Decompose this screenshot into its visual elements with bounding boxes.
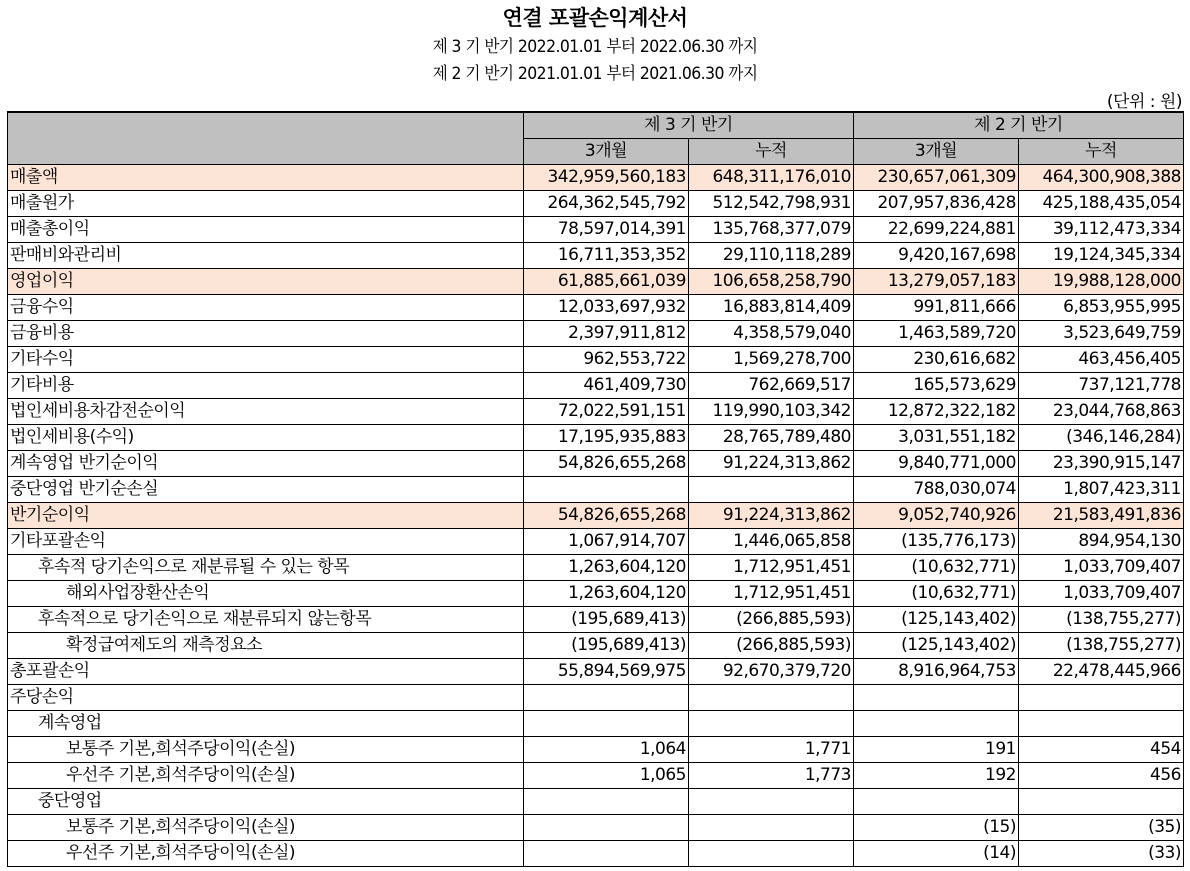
row-value: (195,689,413) (524, 633, 689, 659)
header-current-cumulative: 누적 (689, 139, 854, 165)
row-label: 해외사업장환산손익 (8, 581, 524, 607)
row-value: (125,143,402) (854, 607, 1019, 633)
table-row (8, 399, 1184, 425)
table-row (8, 425, 1184, 451)
row-value: 207,957,836,428 (854, 191, 1019, 217)
row-value: (266,885,593) (689, 607, 854, 633)
row-value: 454 (1019, 737, 1184, 763)
table-row (8, 659, 1184, 685)
row-value: 230,657,061,309 (854, 165, 1019, 191)
row-value: (266,885,593) (689, 633, 854, 659)
row-value: 512,542,798,931 (689, 191, 854, 217)
row-label: 매출원가 (8, 191, 524, 217)
table-row (8, 685, 1184, 711)
row-value: 991,811,666 (854, 295, 1019, 321)
row-value: 28,765,789,480 (689, 425, 854, 451)
table-row (8, 347, 1184, 373)
row-value: 1,064 (524, 737, 689, 763)
row-value: (10,632,771) (854, 581, 1019, 607)
row-label: 금융수익 (8, 295, 524, 321)
row-label: 계속영업 (8, 711, 524, 737)
row-value: 1,807,423,311 (1019, 477, 1184, 503)
row-value: 264,362,545,792 (524, 191, 689, 217)
row-value: 1,712,951,451 (689, 581, 854, 607)
row-value: 21,583,491,836 (1019, 503, 1184, 529)
row-value: 9,052,740,926 (854, 503, 1019, 529)
row-value: 762,669,517 (689, 373, 854, 399)
table-row (8, 165, 1184, 191)
row-value (689, 711, 854, 737)
table-row (8, 321, 1184, 347)
row-value: 54,826,655,268 (524, 451, 689, 477)
row-value: 461,409,730 (524, 373, 689, 399)
table-row (8, 503, 1184, 529)
row-value: (346,146,284) (1019, 425, 1184, 451)
row-value: (138,755,277) (1019, 633, 1184, 659)
row-label: 금융비용 (8, 321, 524, 347)
row-label: 기타비용 (8, 373, 524, 399)
row-value: 54,826,655,268 (524, 503, 689, 529)
table-row (8, 711, 1184, 737)
row-value: 342,959,560,183 (524, 165, 689, 191)
row-value: 22,699,224,881 (854, 217, 1019, 243)
row-value: 6,853,955,995 (1019, 295, 1184, 321)
header-group-current: 제 3 기 반기 (524, 112, 854, 139)
table-row (8, 217, 1184, 243)
row-label: 총포괄손익 (8, 659, 524, 685)
row-label: 보통주 기본,희석주당이익(손실) (8, 737, 524, 763)
row-value: 12,872,322,182 (854, 399, 1019, 425)
row-value (689, 685, 854, 711)
row-value (524, 711, 689, 737)
table-row (8, 737, 1184, 763)
row-value: 165,573,629 (854, 373, 1019, 399)
row-value: 456 (1019, 763, 1184, 789)
row-value: 19,988,128,000 (1019, 269, 1184, 295)
row-label: 우선주 기본,희석주당이익(손실) (8, 763, 524, 789)
row-value (1019, 711, 1184, 737)
row-value: 23,044,768,863 (1019, 399, 1184, 425)
header-prior-3m: 3개월 (854, 139, 1019, 165)
row-value: 1,067,914,707 (524, 529, 689, 555)
row-value (689, 789, 854, 815)
row-value (854, 685, 1019, 711)
unit-label: (단위 : 원) (1106, 92, 1182, 112)
row-value: 17,195,935,883 (524, 425, 689, 451)
row-value: 13,279,057,183 (854, 269, 1019, 295)
row-label: 주당손익 (8, 685, 524, 711)
row-label: 후속적 당기손익으로 재분류될 수 있는 항목 (8, 555, 524, 581)
row-value (524, 477, 689, 503)
table-row (8, 555, 1184, 581)
row-value: 9,420,167,698 (854, 243, 1019, 269)
row-value (1019, 685, 1184, 711)
table-row (8, 633, 1184, 659)
row-value: 3,523,649,759 (1019, 321, 1184, 347)
table-row (8, 815, 1184, 841)
row-label: 기타포괄손익 (8, 529, 524, 555)
row-value: 2,397,911,812 (524, 321, 689, 347)
row-label: 기타수익 (8, 347, 524, 373)
row-value (524, 815, 689, 841)
row-value: 962,553,722 (524, 347, 689, 373)
row-value: 463,456,405 (1019, 347, 1184, 373)
statement-rows (8, 165, 1184, 867)
row-value (854, 789, 1019, 815)
row-value: 55,894,569,975 (524, 659, 689, 685)
table-row (8, 373, 1184, 399)
table-row (8, 581, 1184, 607)
header-blank (8, 112, 524, 165)
row-value (1019, 789, 1184, 815)
row-value: 1,773 (689, 763, 854, 789)
row-label: 후속적으로 당기손익으로 재분류되지 않는항목 (8, 607, 524, 633)
row-value: 1,771 (689, 737, 854, 763)
table-row (8, 191, 1184, 217)
row-value: (135,776,173) (854, 529, 1019, 555)
row-value (524, 685, 689, 711)
row-value: 8,916,964,753 (854, 659, 1019, 685)
row-value (689, 477, 854, 503)
row-value: 230,616,682 (854, 347, 1019, 373)
row-label: 중단영업 반기순손실 (8, 477, 524, 503)
row-value: 12,033,697,932 (524, 295, 689, 321)
period-prior: 제 2 기 반기 2021.01.01 부터 2021.06.30 까지 (432, 64, 758, 84)
row-value: 91,224,313,862 (689, 451, 854, 477)
row-label: 우선주 기본,희석주당이익(손실) (8, 841, 524, 867)
row-value: 78,597,014,391 (524, 217, 689, 243)
row-value: 91,224,313,862 (689, 503, 854, 529)
row-value: (14) (854, 841, 1019, 867)
header-prior-cumulative: 누적 (1019, 139, 1184, 165)
row-value: 9,840,771,000 (854, 451, 1019, 477)
row-value: 1,065 (524, 763, 689, 789)
row-value: (15) (854, 815, 1019, 841)
row-value: 464,300,908,388 (1019, 165, 1184, 191)
row-value: 425,188,435,054 (1019, 191, 1184, 217)
row-value: (125,143,402) (854, 633, 1019, 659)
row-value: 1,263,604,120 (524, 555, 689, 581)
row-label: 법인세비용(수익) (8, 425, 524, 451)
row-value: 19,124,345,334 (1019, 243, 1184, 269)
row-label: 반기순이익 (8, 503, 524, 529)
row-value: 648,311,176,010 (689, 165, 854, 191)
row-value: 894,954,130 (1019, 529, 1184, 555)
row-value: (10,632,771) (854, 555, 1019, 581)
row-value: 106,658,258,790 (689, 269, 854, 295)
row-value: (195,689,413) (524, 607, 689, 633)
statement-title: 연결 포괄손익계산서 (502, 6, 688, 30)
row-value: 1,033,709,407 (1019, 555, 1184, 581)
row-value: 92,670,379,720 (689, 659, 854, 685)
row-label: 매출총이익 (8, 217, 524, 243)
row-value: 61,885,661,039 (524, 269, 689, 295)
row-value: 788,030,074 (854, 477, 1019, 503)
row-value: 135,768,377,079 (689, 217, 854, 243)
row-value: (35) (1019, 815, 1184, 841)
row-value: 72,022,591,151 (524, 399, 689, 425)
row-value: (33) (1019, 841, 1184, 867)
row-value (854, 711, 1019, 737)
row-value: 16,711,353,352 (524, 243, 689, 269)
row-label: 계속영업 반기순이익 (8, 451, 524, 477)
period-current: 제 3 기 반기 2022.01.01 부터 2022.06.30 까지 (432, 37, 758, 57)
row-value: 1,712,951,451 (689, 555, 854, 581)
row-value: 4,358,579,040 (689, 321, 854, 347)
row-value: 1,569,278,700 (689, 347, 854, 373)
row-label: 판매비와관리비 (8, 243, 524, 269)
table-row (8, 763, 1184, 789)
row-label: 영업이익 (8, 269, 524, 295)
table-row (8, 841, 1184, 867)
header-group-prior: 제 2 기 반기 (854, 112, 1184, 139)
row-value: 737,121,778 (1019, 373, 1184, 399)
table-row (8, 451, 1184, 477)
row-value (689, 815, 854, 841)
table-row (8, 529, 1184, 555)
row-value: 39,112,473,334 (1019, 217, 1184, 243)
row-value: 3,031,551,182 (854, 425, 1019, 451)
row-label: 중단영업 (8, 789, 524, 815)
table-row (8, 243, 1184, 269)
row-value: 1,463,589,720 (854, 321, 1019, 347)
row-value: 1,033,709,407 (1019, 581, 1184, 607)
row-value: 29,110,118,289 (689, 243, 854, 269)
row-label: 확정급여제도의 재측정요소 (8, 633, 524, 659)
row-value (689, 841, 854, 867)
row-value: 191 (854, 737, 1019, 763)
row-label: 보통주 기본,희석주당이익(손실) (8, 815, 524, 841)
row-label: 법인세비용차감전순이익 (8, 399, 524, 425)
table-row (8, 789, 1184, 815)
row-value (524, 789, 689, 815)
row-value: (138,755,277) (1019, 607, 1184, 633)
table-row (8, 607, 1184, 633)
row-value: 22,478,445,966 (1019, 659, 1184, 685)
table-row (8, 477, 1184, 503)
row-value: 1,446,065,858 (689, 529, 854, 555)
row-label: 매출액 (8, 165, 524, 191)
row-value: 23,390,915,147 (1019, 451, 1184, 477)
row-value (524, 841, 689, 867)
header-current-3m: 3개월 (524, 139, 689, 165)
row-value: 1,263,604,120 (524, 581, 689, 607)
income-statement-table (7, 111, 1184, 867)
row-value: 16,883,814,409 (689, 295, 854, 321)
table-row (8, 295, 1184, 321)
table-row (8, 269, 1184, 295)
row-value: 119,990,103,342 (689, 399, 854, 425)
row-value: 192 (854, 763, 1019, 789)
